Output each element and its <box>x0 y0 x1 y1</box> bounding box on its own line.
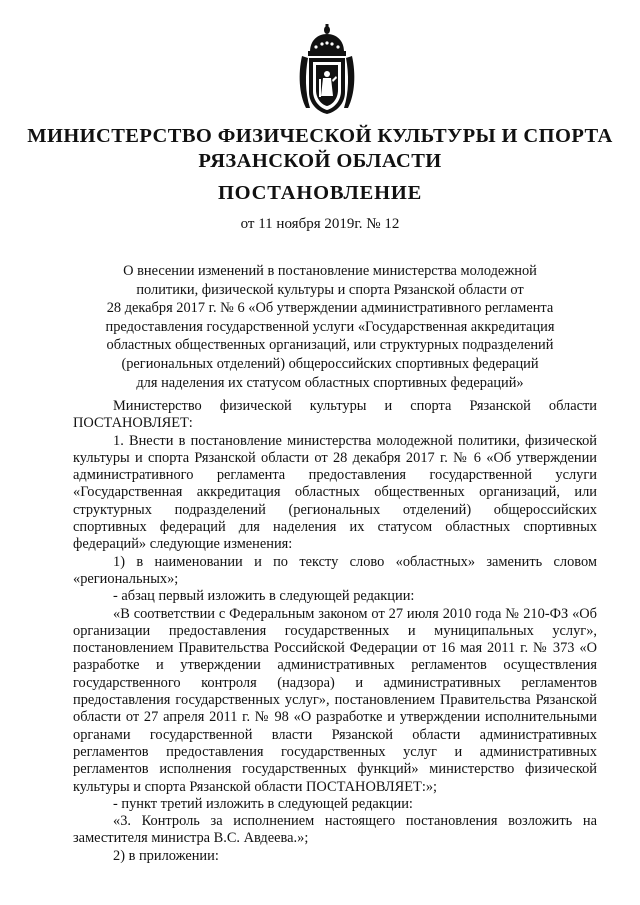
body-subitem-1: 1) в наименовании и по тексту слово «областных» заменить словом «региональных»; <box>73 553 597 587</box>
document-type: ПОСТАНОВЛЕНИЕ <box>217 182 423 204</box>
subject-line: О внесении изменений в постановление министерства молодежной <box>123 263 537 279</box>
ministry-title <box>0 124 640 174</box>
document-date-number: от 11 ноября 2019г. № 12 <box>240 216 400 232</box>
body-dash-1: - абзац первый изложить в следующей редакции: <box>113 588 415 605</box>
ministry-title-line1: МИНИСТЕРСТВО ФИЗИЧЕСКОЙ КУЛЬТУРЫ И СПОРТА <box>27 125 613 147</box>
body-dash-2: - пункт третий изложить в следующей редакции: <box>113 795 413 812</box>
subject-line: предоставления государственной услуги «Государственная аккредитация <box>105 318 555 335</box>
body-intro: Министерство физической культуры и спорта Рязанской области ПОСТАНОВЛЯЕТ: <box>73 398 597 432</box>
document-subject <box>90 262 570 392</box>
body-subitem-2: 2) в приложении: <box>113 847 219 864</box>
subject-line: политики, физической культуры и спорта Рязанской области от <box>136 281 524 298</box>
subject-line: для наделения их статусом областных спортивных федераций» <box>136 374 524 391</box>
body-quote-1: «В соответствии с Федеральным законом от 27 июля 2010 года № 210-ФЗ «Об организации предоставления государственных и муниципальных услуг», постановлением Правительства Российской Федерации от 16 мая 2011 г. № 373 «О разработке и утверждении административных регламентов осуществления государственного контроля (надзора) и административных регламентов предоставления государственных услуг», постановлением Правительства Рязанской области от 27 апреля 2011 г. № 98 «О разработке и утверждении исполнительными органами государственной власти Рязанской области административных регламентов предоставления государственных услуг и административных регламентов исполнения государственных функций» министерство физической культуры и спорта Рязанской области ПОСТАНОВЛЯЕТ:»; <box>73 605 597 795</box>
subject-line: 28 декабря 2017 г. № 6 «Об утверждении административного регламента <box>106 300 554 317</box>
subject-line: (региональных отделений) общероссийских спортивных федераций <box>121 355 539 372</box>
coat-of-arms-icon <box>296 22 358 118</box>
subject-line: областных общественных организаций, или структурных подразделений <box>106 337 554 354</box>
ministry-title-line2: РЯЗАНСКОЙ ОБЛАСТИ <box>198 150 442 172</box>
body-item-1: 1. Внести в постановление министерства молодежной политики, физической культуры и спорта Рязанской области от 28 декабря 2017 г. № 6 «Об утверждении административного регламента предоставления государственной услуги «Государственная аккредитация областных общественных организаций, или структурных подразделений (региональных отделений) общероссийских спортивных федераций для наделения их статусом областных спортивных федераций» следующие изменения: <box>73 432 597 553</box>
body-quote-2: «3. Контроль за исполнением настоящего постановления возложить на заместителя министра В.С. Авдеева.»; <box>73 813 597 847</box>
document-body <box>73 398 597 865</box>
